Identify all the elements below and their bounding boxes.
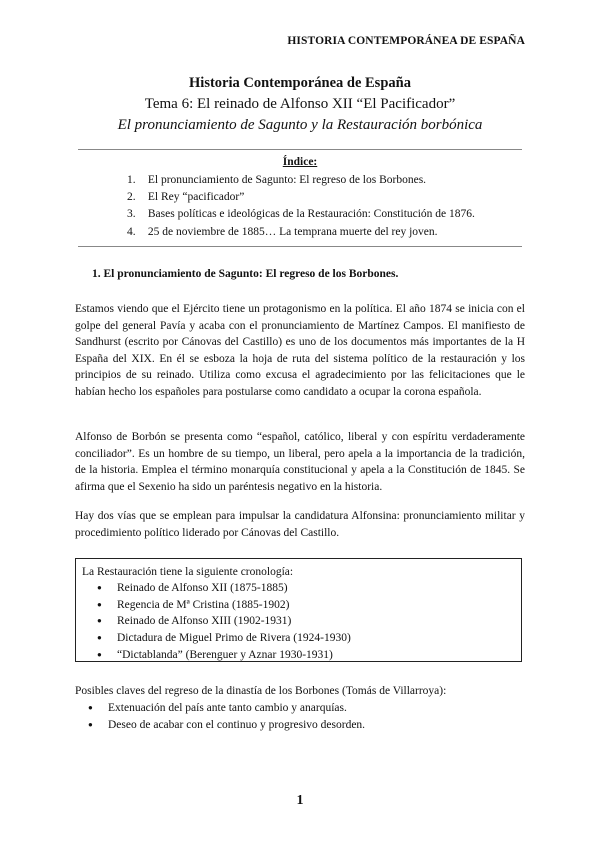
list-item-text: Regencia de Mª Cristina (1885-1902) [117, 598, 290, 611]
bullet-icon: ● [97, 649, 102, 659]
toc-heading: Índice: [282, 156, 318, 168]
list-item-text: “Dictablanda” (Berenguer y Aznar 1930-1931) [117, 648, 333, 661]
divider-top [78, 149, 522, 150]
claves-title: Posibles claves del regreso de la dinastía de los Borbones (Tomás de Villarroya): [75, 685, 447, 697]
list-item [88, 717, 525, 734]
section-heading: 1. El pronunciamiento de Sagunto: El regreso de los Borbones. [92, 268, 399, 280]
chronology-title: La Restauración tiene la siguiente cronología: [82, 566, 294, 578]
bullet-icon: ● [97, 633, 102, 643]
toc-item-number: 2. [127, 191, 136, 204]
list-item [97, 597, 515, 614]
toc-item [127, 189, 525, 206]
chronology-list [82, 580, 515, 664]
divider-bottom [78, 246, 522, 247]
bullet-icon: ● [88, 719, 93, 729]
toc-item-number: 4. [127, 225, 136, 238]
list-item [97, 613, 515, 630]
page-number: 1 [296, 793, 304, 808]
bullet-icon: ● [97, 599, 102, 609]
list-item [97, 630, 515, 647]
document-topic: El pronunciamiento de Sagunto y la Restauración borbónica [117, 117, 483, 133]
paragraph-2: Alfonso de Borbón se presenta como “español, católico, liberal y con espíritu verdaderamente conciliador”. Es un hombre de su tiempo, un liberal, pero apela a la importancia de la tradición, de la historia. Emplea el término monarquía constitucional y apela a la Constitución de 1845. Se afirma que el Sexenio ha sido un paréntesis negativo en la historia. [75, 431, 525, 493]
document-title: Historia Contemporánea de España [189, 75, 411, 91]
list-item-text: Reinado de Alfonso XII (1875-1885) [117, 582, 288, 594]
chronology-box [75, 558, 522, 662]
toc-list [75, 172, 525, 241]
table-of-contents [75, 156, 525, 241]
toc-item [127, 206, 525, 223]
toc-item-number: 3. [127, 208, 136, 221]
toc-item-label: 25 de noviembre de 1885… La temprana muerte del rey joven. [147, 225, 438, 238]
paragraph-1: Estamos viendo que el Ejército tiene un protagonismo en la política. El año 1874 se inicia con el golpe del general Pavía y acaba con el pronunciamiento de Martínez Campos. El manifiesto de Sandhurst (escrito por Cánovas del Castillo) es uno de los documentos más importantes de la H España del XIX. En él se esboza la hoja de ruta del sistema político de la restauración y los principios de su reinado. Utiliza como excusa el agradecimiento por las felicitaciones que le habían hecho los españoles para postularse como candidato a ocupar la corona española. [75, 303, 525, 398]
claves-section [75, 683, 525, 733]
list-item-text: Dictadura de Miguel Primo de Rivera (1924-1930) [117, 632, 351, 645]
list-item-text: Extenuación del país ante tanto cambio y anarquías. [108, 702, 347, 714]
claves-list [75, 700, 525, 733]
list-item [88, 700, 525, 717]
toc-item-label: El Rey “pacificador” [147, 191, 245, 204]
list-item [97, 647, 515, 664]
running-header: HISTORIA CONTEMPORÁNEA DE ESPAÑA [287, 35, 525, 47]
toc-item-label: Bases políticas e ideológicas de la Restauración: Constitución de 1876. [147, 208, 475, 221]
bullet-icon: ● [88, 703, 93, 712]
bullet-icon: ● [97, 616, 102, 626]
list-item [97, 580, 515, 597]
toc-item-number: 1. [127, 174, 136, 186]
toc-item [127, 224, 525, 241]
bullet-icon: ● [97, 583, 102, 592]
toc-item [127, 172, 525, 189]
title-block [75, 75, 525, 134]
list-item-text: Deseo de acabar con el continuo y progresivo desorden. [108, 718, 366, 731]
toc-item-label: El pronunciamiento de Sagunto: El regreso de los Borbones. [147, 174, 427, 186]
paragraph-3: Hay dos vías que se emplean para impulsar la candidatura Alfonsina: pronunciamiento militar y procedimiento político liderado por Cánovas del Castillo. [75, 510, 525, 539]
list-item-text: Reinado de Alfonso XIII (1902-1931) [117, 615, 292, 628]
document-subtitle: Tema 6: El reinado de Alfonso XII “El Pacificador” [144, 96, 456, 112]
